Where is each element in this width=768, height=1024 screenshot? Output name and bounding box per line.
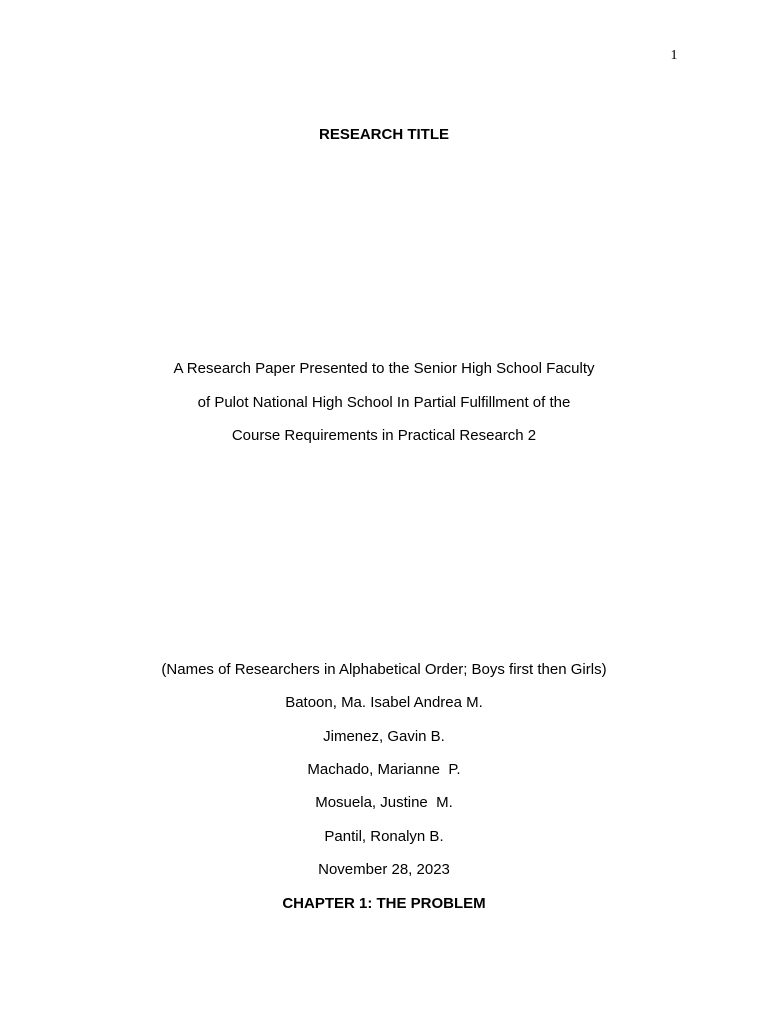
- submission-date: November 28, 2023: [318, 861, 450, 878]
- researcher-name: Mosuela, Justine M.: [315, 794, 453, 811]
- researcher-name: Pantil, Ronalyn B.: [324, 828, 444, 845]
- purpose-line-2: of Pulot National High School In Partial Fulfillment of the: [197, 394, 571, 411]
- purpose-line-3: Course Requirements in Practical Research 2: [231, 427, 537, 444]
- researchers-note: (Names of Researchers in Alphabetical Order; Boys first then Girls): [161, 661, 607, 678]
- page-number: 1: [670, 48, 678, 63]
- researcher-name: Machado, Marianne P.: [307, 761, 461, 778]
- chapter-heading: CHAPTER 1: THE PROBLEM: [282, 895, 486, 912]
- researcher-name: Jimenez, Gavin B.: [323, 728, 445, 745]
- research-title: RESEARCH TITLE: [318, 126, 449, 143]
- purpose-line-1: A Research Paper Presented to the Senior High School Faculty: [173, 360, 595, 377]
- researcher-name: Batoon, Ma. Isabel Andrea M.: [285, 694, 483, 711]
